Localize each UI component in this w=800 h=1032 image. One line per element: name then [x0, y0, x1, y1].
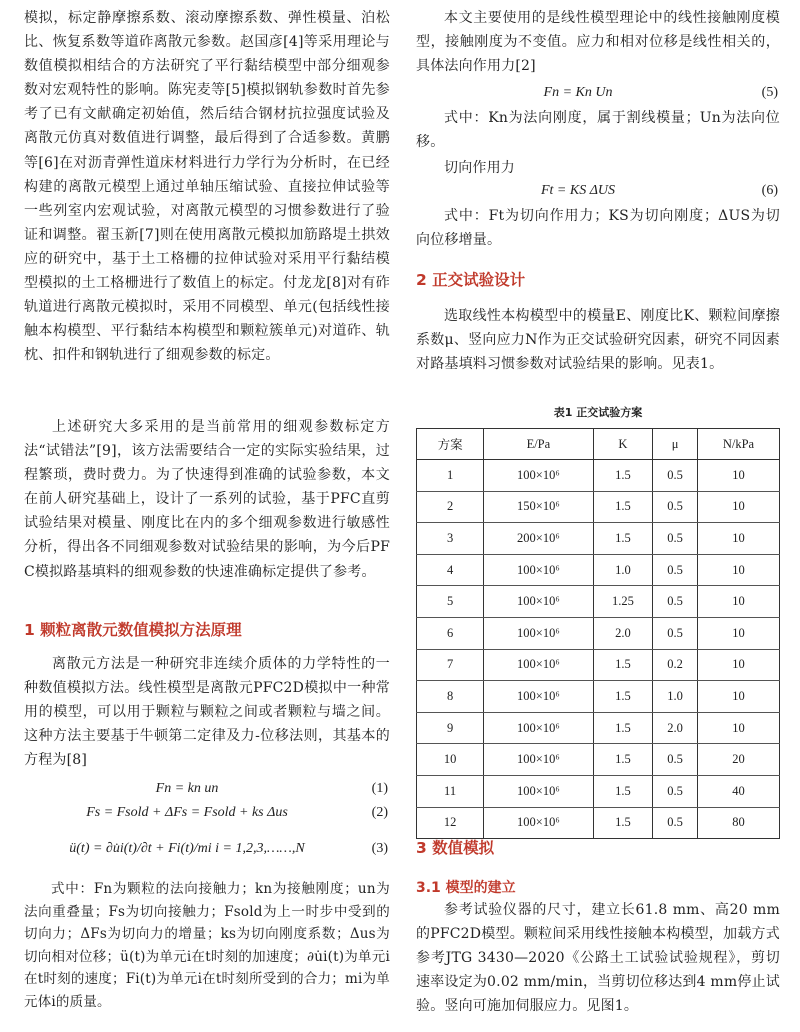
table-cell: 100×10⁶: [484, 554, 593, 586]
table-cell: 10: [697, 491, 779, 523]
equation-6-body: Ft = KS ΔUS: [540, 183, 616, 198]
table-cell: 3: [417, 523, 484, 555]
table-cell: 0.5: [653, 617, 698, 649]
equation-2: [24, 802, 390, 826]
subsection-heading-3-1: 3.1 模型的建立: [416, 880, 516, 896]
table-cell: 0.5: [653, 523, 698, 555]
table-cell: 11: [417, 775, 484, 807]
table-cell: 100×10⁶: [484, 775, 593, 807]
intro-paragraph-2: 上述研究大多采用的是当前常用的细观参数标定方法“试错法”[9]，该方法需要结合一定的实际实验结果，过程繁琐，费时费力。为了快速得到准确的试验参数，本文在前人研究基础上，设计了一系列的试验，基于PFC直剪试验结果对模量、刚度比在内的多个细观参数进行敏感性分析，得出各不同细观参数对试验结果的影响，为今后PFC模拟路基填料的细观参数的快速准确标定提供了参考。: [24, 419, 390, 580]
table-cell: 100×10⁶: [484, 744, 593, 776]
table-cell: 6: [417, 617, 484, 649]
table-cell: 10: [697, 523, 779, 555]
tangential-force-definition: 式中：Ft为切向作用力；KS为切向刚度；ΔUS为切向位移增量。: [416, 208, 780, 249]
table-row: [417, 775, 780, 807]
table-cell: 1.0: [593, 554, 653, 586]
table-row: [417, 460, 780, 492]
equation-3: [24, 838, 390, 862]
table-cell: 2: [417, 491, 484, 523]
table-cell: 5: [417, 586, 484, 618]
table-header-cell: 方案: [417, 429, 484, 460]
orthogonal-test-table: [416, 428, 780, 839]
equation-5-body: Fn = Kn Un: [543, 85, 613, 100]
table-cell: 10: [417, 744, 484, 776]
table-cell: 0.5: [653, 775, 698, 807]
equation-1-number: (1): [371, 781, 388, 796]
table-cell: 10: [697, 554, 779, 586]
table-cell: 1.5: [593, 807, 653, 839]
table-cell: 0.5: [653, 586, 698, 618]
table-row: [417, 712, 780, 744]
table-cell: 7: [417, 649, 484, 681]
table-cell: 100×10⁶: [484, 712, 593, 744]
table-cell: 1.5: [593, 712, 653, 744]
table-cell: 9: [417, 712, 484, 744]
table-cell: 100×10⁶: [484, 681, 593, 713]
table-header-cell: K: [593, 429, 653, 460]
equation-1-body: Fn = kn un: [155, 781, 219, 796]
table-caption: 表1 正交试验方案: [553, 406, 643, 419]
normal-force-definition: 式中：Kn为法向刚度，属于割线模量；Un为法向位移。: [416, 110, 780, 151]
table-cell: 0.5: [653, 554, 698, 586]
section-heading-2: 2 正交试验设计: [416, 271, 526, 289]
equation-2-body: Fs = Fsold + ΔFs = Fsold + ks Δus: [86, 805, 288, 820]
table-cell: 1.5: [593, 681, 653, 713]
table-cell: 4: [417, 554, 484, 586]
table-cell: 1.25: [593, 586, 653, 618]
table-header-row: [417, 429, 780, 460]
table-row: [417, 586, 780, 618]
table-cell: 10: [697, 712, 779, 744]
equation-2-number: (2): [371, 805, 388, 820]
table-row: [417, 807, 780, 839]
equation-6: [416, 180, 780, 204]
table-cell: 1.5: [593, 775, 653, 807]
table-cell: 200×10⁶: [484, 523, 593, 555]
variable-definitions: 式中：Fn为颗粒的法向接触力；kn为接触刚度；un为法向重叠量；Fs为切向接触力；Fsold为上一时步中受到的切向力；ΔFs为切向力的增量；ks为切向刚度系数；Δus为切向相对位移；ü(t)为单元i在t时刻的加速度；∂u̇i(t)为单元i在t时刻的速度；Fi(t)为单元i在t时刻所受到的合力；mi为单元体i的质量。: [24, 881, 390, 1010]
table-row: [417, 617, 780, 649]
table-cell: 100×10⁶: [484, 460, 593, 492]
table-row: [417, 744, 780, 776]
table-cell: 1.5: [593, 649, 653, 681]
table-row: [417, 523, 780, 555]
equation-3-number: (3): [371, 841, 388, 856]
equation-5-number: (5): [761, 85, 778, 100]
table-cell: 0.5: [653, 744, 698, 776]
table-cell: 10: [697, 586, 779, 618]
table-cell: 40: [697, 775, 779, 807]
table-header-cell: E/Pa: [484, 429, 593, 460]
table-cell: 0.5: [653, 491, 698, 523]
table-cell: 10: [697, 681, 779, 713]
linear-model-paragraph: 本文主要使用的是线性模型理论中的线性接触刚度模型，接触刚度为不变值。应力和相对位移是线性相关的，具体法向作用力[2]: [416, 10, 780, 75]
table-cell: 12: [417, 807, 484, 839]
table-row: [417, 491, 780, 523]
section-heading-3: 3 数值模拟: [416, 839, 495, 857]
table-cell: 2.0: [593, 617, 653, 649]
table-cell: 0.5: [653, 460, 698, 492]
equation-5: [416, 82, 780, 106]
table-cell: 100×10⁶: [484, 617, 593, 649]
equation-3-body: ü(t) = ∂u̇i(t)/∂t + Fi(t)/mi i = 1,2,3,……,N: [69, 841, 305, 856]
table-cell: 8: [417, 681, 484, 713]
intro-paragraph-1: 模拟，标定静摩擦系数、滚动摩擦系数、弹性模量、泊松比、恢复系数等道砟离散元参数。赵国彦[4]等采用理论与数值模拟相结合的方法研究了平行黏结模型中部分细观参数对宏观特性的影响。陈宪麦等[5]模拟钢轨参数时首先参考了已有文献确定初始值，然后结合钢材抗拉强度试验及离散元仿真对数值进行调整，最后得到了合适参数。黄鹏等[6]在对沥青弹性道床材料进行力学行为分析时，在已经构建的离散元模型上通过单轴压缩试验、直接拉伸试验等一些列室内宏观试验，对离散元模型的习惯参数进行了验证和调整。翟玉新[7]则在使用离散元模拟加筋路堤土拱效应的研究中，基于土工格栅的拉伸试验对采用平行黏结模型模拟的土工格栅进行了数值上的标定。付龙龙[8]对有砟轨道进行离散元模拟时，采用不同模型、单元(包括线性接触本构模型、平行黏结本构模型和颗粒簇单元)对道砟、轨枕、扣件和钢轨进行了细观参数的标定。: [24, 10, 390, 364]
table-cell: 0.2: [653, 649, 698, 681]
table-cell: 100×10⁶: [484, 649, 593, 681]
section-heading-1: 1 颗粒离散元数值模拟方法原理: [24, 621, 242, 639]
table-cell: 1: [417, 460, 484, 492]
model-setup-paragraph: 参考试验仪器的尺寸，建立长61.8 mm、高20 mm的PFC2D模型。颗粒间采用线性接触本构模型，加载方式参考JTG 3430—2020《公路土工试验试验规程》，剪切速率设定为0.02 mm/min，当剪切位移达到4 mm停止试验。竖向可施加伺服应力。见图1。: [416, 902, 780, 1015]
equation-6-number: (6): [761, 183, 778, 198]
table-cell: 150×10⁶: [484, 491, 593, 523]
table-cell: 20: [697, 744, 779, 776]
table-cell: 1.0: [653, 681, 698, 713]
table-cell: 80: [697, 807, 779, 839]
table-row: [417, 649, 780, 681]
table-cell: 1.5: [593, 523, 653, 555]
orthogonal-design-paragraph: 选取线性本构模型中的模量E、刚度比K、颗粒间摩擦系数μ、竖向应力N作为正交试验研究因素，研究不同因素对路基填料习惯参数对试验结果的影响。见表1。: [416, 308, 780, 373]
table-row: [417, 681, 780, 713]
table-header-cell: μ: [653, 429, 698, 460]
tangential-force-label: 切向作用力: [444, 160, 515, 176]
table-cell: 2.0: [653, 712, 698, 744]
table-cell: 10: [697, 649, 779, 681]
equation-1: [24, 778, 390, 802]
table-cell: 100×10⁶: [484, 586, 593, 618]
method-paragraph: 离散元方法是一种研究非连续介质体的力学特性的一种数值模拟方法。线性模型是离散元PFC2D模拟中一种常用的模型，可以用于颗粒与颗粒之间或者颗粒与墙之间。这种方法主要基于牛顿第二定律及力-位移法则，其基本的方程为[8]: [24, 656, 390, 769]
table-row: [417, 554, 780, 586]
table-cell: 100×10⁶: [484, 807, 593, 839]
table-cell: 1.5: [593, 744, 653, 776]
table-cell: 10: [697, 617, 779, 649]
table-cell: 1.5: [593, 460, 653, 492]
table-header-cell: N/kPa: [697, 429, 779, 460]
table-cell: 0.5: [653, 807, 698, 839]
table-cell: 1.5: [593, 491, 653, 523]
table-cell: 10: [697, 460, 779, 492]
